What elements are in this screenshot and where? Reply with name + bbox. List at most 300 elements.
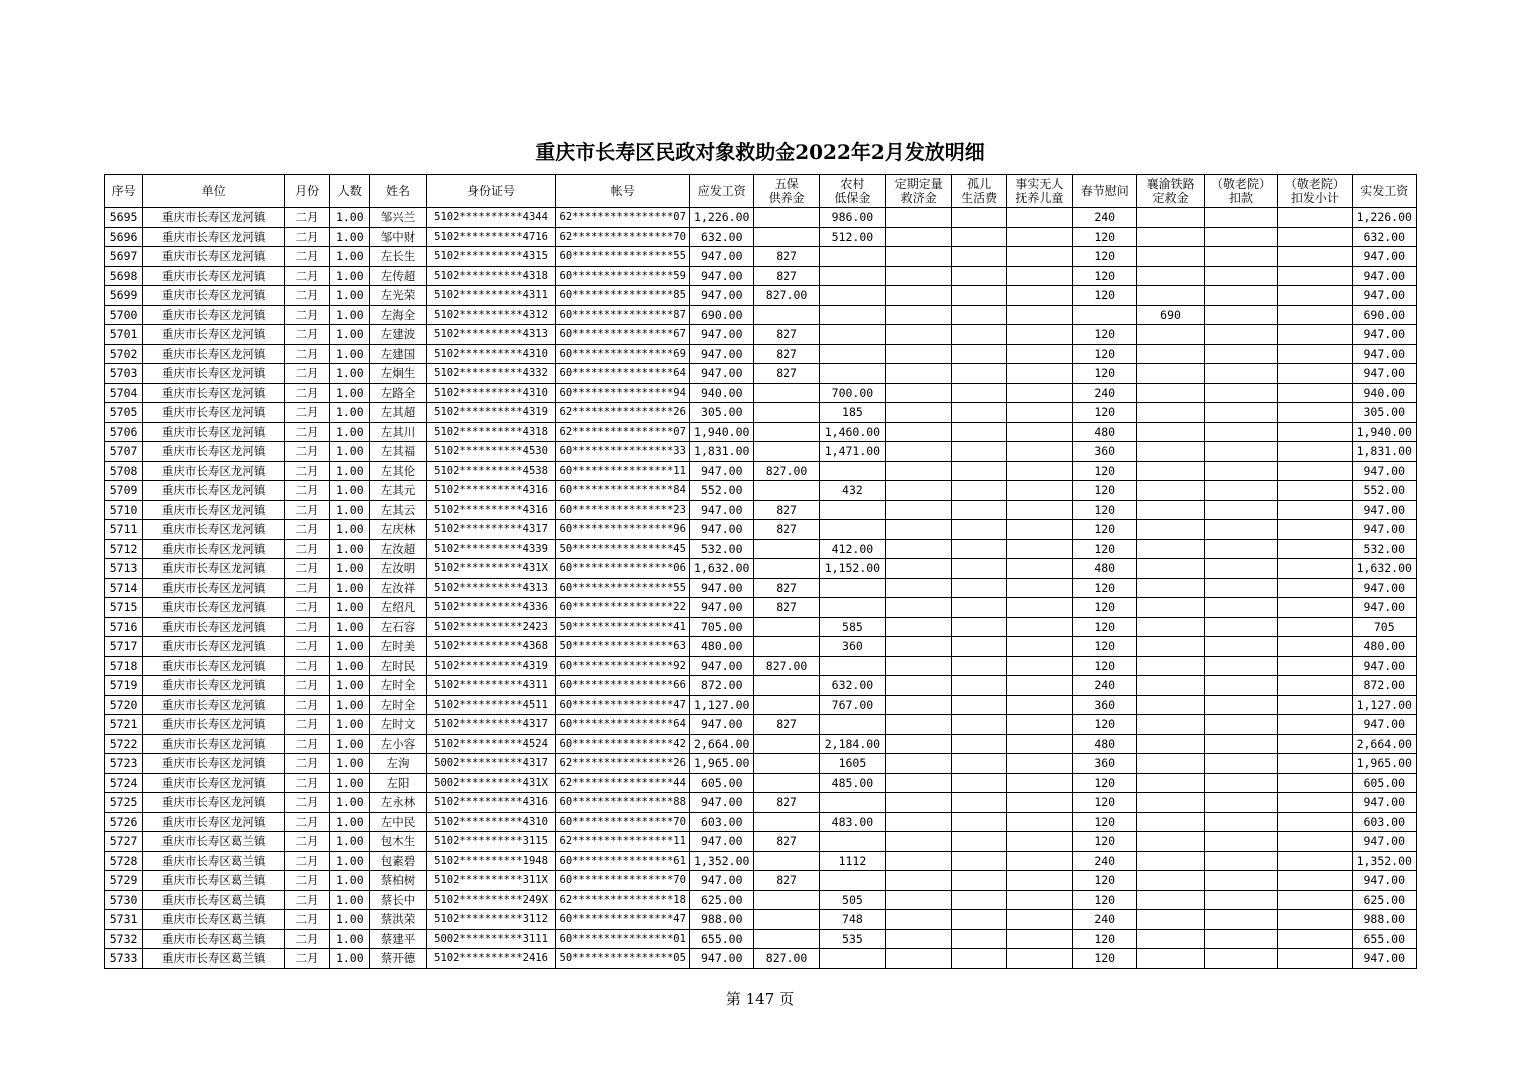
table-cell [886,403,952,423]
table-cell: 左时全 [370,695,426,715]
table-cell [1278,910,1352,930]
table-cell: 240 [1073,910,1137,930]
table-cell: 632.00 [819,676,885,696]
table-cell: 1605 [819,754,885,774]
table-cell [1278,695,1352,715]
table-cell: 480.00 [1352,637,1416,657]
table-cell: 5713 [105,559,143,579]
table-cell [886,637,952,657]
table-cell: 505 [819,890,885,910]
table-cell: 585 [819,617,885,637]
table-cell: 5102**********4716 [426,227,556,247]
table-cell [1204,754,1277,774]
table-cell [886,383,952,403]
table-cell: 左时民 [370,656,426,676]
table-cell: 5102**********4312 [426,305,556,325]
table-cell: 827 [754,520,819,540]
table-cell: 120 [1073,578,1137,598]
table-cell: 1.00 [330,442,370,462]
table-cell [886,266,952,286]
table-cell: 二月 [284,286,329,306]
table-cell: 二月 [284,851,329,871]
table-cell: 二月 [284,871,329,891]
table-cell [1278,520,1352,540]
table-cell [1006,754,1072,774]
table-cell [952,910,1006,930]
table-cell [952,812,1006,832]
table-cell: 二月 [284,754,329,774]
table-cell: 60****************55 [556,247,690,267]
table-cell: 120 [1073,598,1137,618]
table-cell [1204,403,1277,423]
table-cell [1006,403,1072,423]
table-cell: 5703 [105,364,143,384]
table-cell [952,676,1006,696]
table-cell: 重庆市长寿区龙河镇 [143,461,285,481]
column-header: 孤儿 生活费 [952,175,1006,208]
table-cell [1137,890,1204,910]
table-cell: 重庆市长寿区龙河镇 [143,247,285,267]
table-cell [886,715,952,735]
table-cell [886,656,952,676]
table-cell: 5102**********4310 [426,383,556,403]
table-cell [1204,208,1277,228]
table-cell: 左路全 [370,383,426,403]
table-cell: 947.00 [690,656,754,676]
table-cell: 重庆市长寿区龙河镇 [143,793,285,813]
table-cell: 蔡长中 [370,890,426,910]
table-cell: 重庆市长寿区龙河镇 [143,227,285,247]
table-cell [1006,695,1072,715]
table-cell: 重庆市长寿区龙河镇 [143,617,285,637]
page-number: 第 147 页 [725,990,795,1008]
table-cell: 5730 [105,890,143,910]
table-cell: 120 [1073,227,1137,247]
table-cell: 947.00 [1352,598,1416,618]
table-cell: 二月 [284,481,329,501]
table-cell: 60****************88 [556,793,690,813]
table-cell [886,422,952,442]
table-row [105,598,1417,618]
table-cell [819,520,885,540]
table-cell: 485.00 [819,773,885,793]
table-cell: 60****************70 [556,871,690,891]
table-cell [886,325,952,345]
table-cell: 重庆市长寿区龙河镇 [143,383,285,403]
table-cell: 5704 [105,383,143,403]
table-cell: 5102**********4317 [426,715,556,735]
table-cell: 5700 [105,305,143,325]
table-row [105,539,1417,559]
table-cell: 左传超 [370,266,426,286]
table-cell: 左光荣 [370,286,426,306]
table-cell [1137,598,1204,618]
table-cell [754,481,819,501]
table-cell [886,793,952,813]
table-cell: 左时美 [370,637,426,657]
table-cell [1278,344,1352,364]
table-cell: 5102**********4311 [426,676,556,696]
table-row [105,851,1417,871]
table-cell: 60****************87 [556,305,690,325]
table-cell [952,364,1006,384]
table-cell [952,481,1006,501]
table-cell [1278,715,1352,735]
table-cell [1006,305,1072,325]
table-cell: 60****************47 [556,910,690,930]
table-cell: 5102**********4316 [426,500,556,520]
column-header: 帐号 [556,175,690,208]
table-cell: 60****************42 [556,734,690,754]
table-cell [1204,715,1277,735]
table-cell [819,578,885,598]
table-cell [819,793,885,813]
table-cell: 5102**********4311 [426,286,556,306]
table-cell [1137,734,1204,754]
table-cell: 5102**********4316 [426,793,556,813]
table-cell: 二月 [284,637,329,657]
table-cell [952,890,1006,910]
table-row [105,812,1417,832]
table-cell: 左建国 [370,344,426,364]
table-cell [952,851,1006,871]
table-cell [1137,461,1204,481]
table-cell [1278,403,1352,423]
table-cell [1204,598,1277,618]
table-cell: 947.00 [690,949,754,969]
table-cell: 827.00 [754,461,819,481]
table-cell: 5102**********4315 [426,247,556,267]
table-cell: 左汝祥 [370,578,426,598]
table-cell: 62****************07 [556,208,690,228]
table-cell: 1.00 [330,695,370,715]
table-cell: 5102**********4313 [426,578,556,598]
table-cell: 480 [1073,734,1137,754]
table-row [105,637,1417,657]
table-cell: 左小容 [370,734,426,754]
table-cell: 5727 [105,832,143,852]
column-header: 定期定量 救济金 [886,175,952,208]
table-cell [1006,637,1072,657]
table-cell: 305.00 [690,403,754,423]
table-cell [1073,305,1137,325]
table-cell: 5102**********4344 [426,208,556,228]
table-cell: 二月 [284,403,329,423]
table-row [105,695,1417,715]
table-cell: 左汝超 [370,539,426,559]
table-cell: 蔡洪荣 [370,910,426,930]
table-cell: 240 [1073,383,1137,403]
table-cell: 60****************01 [556,929,690,949]
table-cell [1278,851,1352,871]
table-cell: 重庆市长寿区龙河镇 [143,754,285,774]
table-cell [1278,676,1352,696]
table-cell: 60****************22 [556,598,690,618]
table-cell: 重庆市长寿区葛兰镇 [143,832,285,852]
table-cell [1137,500,1204,520]
table-cell: 5724 [105,773,143,793]
table-cell: 60****************70 [556,812,690,832]
table-cell: 1,632.00 [1352,559,1416,579]
table-cell: 62****************26 [556,754,690,774]
table-cell: 5702 [105,344,143,364]
table-cell [1204,851,1277,871]
table-cell [1204,286,1277,306]
table-cell: 1112 [819,851,885,871]
table-cell: 947.00 [1352,832,1416,852]
table-cell: 二月 [284,325,329,345]
table-cell: 60****************23 [556,500,690,520]
table-cell [754,422,819,442]
table-cell: 5102**********4524 [426,734,556,754]
table-cell: 655.00 [690,929,754,949]
table-cell [754,773,819,793]
table-cell: 5102**********4310 [426,344,556,364]
table-cell: 827.00 [754,286,819,306]
table-cell [886,773,952,793]
table-cell [1204,793,1277,813]
table-cell: 左其川 [370,422,426,442]
table-cell: 二月 [284,344,329,364]
table-cell: 120 [1073,773,1137,793]
table-cell [1006,500,1072,520]
table-cell [886,949,952,969]
table-cell: 5714 [105,578,143,598]
table-cell: 二月 [284,539,329,559]
table-cell [1137,812,1204,832]
table-cell [1006,325,1072,345]
table-cell: 120 [1073,247,1137,267]
table-cell: 二月 [284,247,329,267]
table-cell [1137,656,1204,676]
table-cell: 947.00 [690,266,754,286]
table-cell: 二月 [284,208,329,228]
table-cell: 947.00 [1352,500,1416,520]
table-cell: 左建波 [370,325,426,345]
table-cell [1278,442,1352,462]
table-cell [819,871,885,891]
table-cell: 1.00 [330,754,370,774]
table-cell [819,949,885,969]
table-cell: 1.00 [330,481,370,501]
table-cell: 62****************11 [556,832,690,852]
table-cell: 947.00 [1352,286,1416,306]
table-cell: 1.00 [330,578,370,598]
table-cell [1006,617,1072,637]
table-cell: 690 [1137,305,1204,325]
table-cell: 535 [819,929,885,949]
table-cell [886,890,952,910]
table-cell [1006,539,1072,559]
table-cell [1204,247,1277,267]
column-header: 月份 [284,175,329,208]
table-cell: 包素碧 [370,851,426,871]
table-cell [1204,559,1277,579]
table-cell: 二月 [284,715,329,735]
table-cell: 5102**********4530 [426,442,556,462]
table-cell: 512.00 [819,227,885,247]
table-cell: 947.00 [690,598,754,618]
table-cell: 左中民 [370,812,426,832]
table-cell [1204,637,1277,657]
table-cell [952,500,1006,520]
table-cell [1278,734,1352,754]
table-cell: 二月 [284,578,329,598]
table-cell: 1.00 [330,325,370,345]
table-cell [1204,500,1277,520]
table-cell [952,227,1006,247]
table-cell [1278,949,1352,969]
table-cell [886,286,952,306]
table-cell [1278,481,1352,501]
table-cell: 左炯生 [370,364,426,384]
table-cell: 5725 [105,793,143,813]
column-header: 春节慰问 [1073,175,1137,208]
table-cell: 5102**********3115 [426,832,556,852]
table-cell [754,734,819,754]
table-cell: 827 [754,500,819,520]
table-cell: 827 [754,793,819,813]
table-row [105,578,1417,598]
table-cell [1006,344,1072,364]
table-cell [886,832,952,852]
table-cell: 5102**********4317 [426,520,556,540]
table-row [105,520,1417,540]
table-cell: 940.00 [1352,383,1416,403]
table-cell: 二月 [284,929,329,949]
table-cell: 左阳 [370,773,426,793]
table-cell: 1.00 [330,793,370,813]
column-header: 事实无人 抚养儿童 [1006,175,1072,208]
table-cell: 120 [1073,344,1137,364]
table-cell: 62****************18 [556,890,690,910]
table-cell [886,344,952,364]
table-row [105,247,1417,267]
table-cell: 5721 [105,715,143,735]
table-cell [754,442,819,462]
table-cell: 947.00 [1352,949,1416,969]
table-cell: 1.00 [330,344,370,364]
table-row [105,286,1417,306]
table-cell: 412.00 [819,539,885,559]
table-cell: 二月 [284,383,329,403]
table-cell: 5696 [105,227,143,247]
table-cell: 重庆市长寿区龙河镇 [143,286,285,306]
table-cell: 947.00 [690,344,754,364]
table-cell [1204,578,1277,598]
table-cell: 5102**********4332 [426,364,556,384]
table-row [105,442,1417,462]
table-cell [952,793,1006,813]
table-cell: 360 [1073,695,1137,715]
table-cell: 重庆市长寿区龙河镇 [143,364,285,384]
table-cell [1137,851,1204,871]
table-cell: 60****************11 [556,461,690,481]
table-cell: 5717 [105,637,143,657]
table-cell: 827 [754,578,819,598]
table-cell [819,325,885,345]
table-cell [1278,871,1352,891]
table-cell: 5102**********1948 [426,851,556,871]
table-cell: 947.00 [690,715,754,735]
table-cell [754,676,819,696]
table-cell: 左海全 [370,305,426,325]
table-cell: 5710 [105,500,143,520]
table-cell [1137,832,1204,852]
table-cell: 60****************33 [556,442,690,462]
table-cell: 625.00 [690,890,754,910]
table-cell [952,871,1006,891]
table-cell [952,344,1006,364]
table-cell: 二月 [284,520,329,540]
table-cell: 左永林 [370,793,426,813]
table-cell [1204,227,1277,247]
table-cell: 947.00 [1352,266,1416,286]
table-cell [1137,403,1204,423]
table-cell [886,442,952,462]
table-cell [819,500,885,520]
table-cell [754,754,819,774]
table-cell: 重庆市长寿区龙河镇 [143,403,285,423]
table-cell: 552.00 [690,481,754,501]
table-cell: 60****************85 [556,286,690,306]
table-cell: 左其云 [370,500,426,520]
table-cell: 5718 [105,656,143,676]
table-cell: 5709 [105,481,143,501]
column-header: 襄渝铁路 定救金 [1137,175,1204,208]
table-cell: 5705 [105,403,143,423]
table-cell: 120 [1073,949,1137,969]
table-cell: 5102**********4339 [426,539,556,559]
table-cell: 重庆市长寿区龙河镇 [143,695,285,715]
table-cell: 120 [1073,871,1137,891]
table-cell: 左时全 [370,676,426,696]
table-row [105,929,1417,949]
table-body [105,208,1417,969]
table-cell: 1.00 [330,520,370,540]
table-cell [1278,208,1352,228]
table-cell [886,500,952,520]
table-cell [952,559,1006,579]
table-cell [886,617,952,637]
table-cell [754,812,819,832]
table-row [105,422,1417,442]
table-cell [1204,832,1277,852]
table-cell [1278,305,1352,325]
table-cell: 二月 [284,695,329,715]
table-cell: 5716 [105,617,143,637]
table-cell [1006,929,1072,949]
table-cell [754,929,819,949]
table-cell: 552.00 [1352,481,1416,501]
table-cell: 50****************63 [556,637,690,657]
table-cell [1278,793,1352,813]
table-cell: 120 [1073,286,1137,306]
table-cell: 二月 [284,500,329,520]
table-cell [1204,910,1277,930]
table-cell: 827 [754,364,819,384]
table-cell: 二月 [284,656,329,676]
table-cell [886,734,952,754]
table-cell [886,871,952,891]
table-cell: 2,664.00 [1352,734,1416,754]
table-cell: 5102**********431X [426,559,556,579]
table-cell: 1,460.00 [819,422,885,442]
table-cell: 左其超 [370,403,426,423]
table-cell: 蔡建平 [370,929,426,949]
table-row [105,890,1417,910]
table-cell: 120 [1073,812,1137,832]
